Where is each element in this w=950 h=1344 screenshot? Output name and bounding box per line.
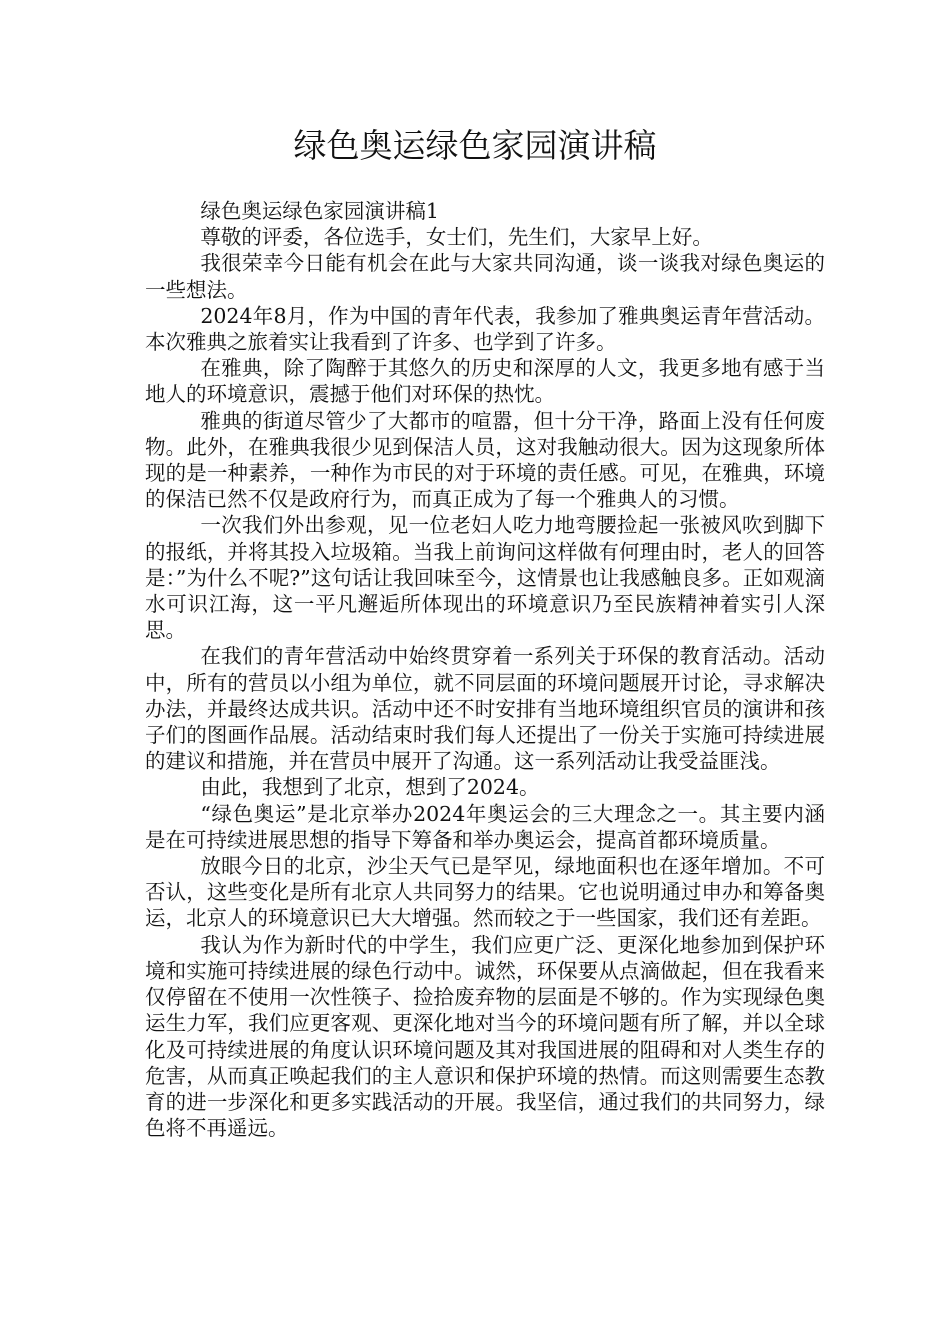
body-paragraph: 一次我们外出参观，见一位老妇人吃力地弯腰捡起一张被风吹到脚下的报纸，并将其投入垃圾箱。当我上前询问这样做有何理由时，老人的回答是：”为什么不呢?”这句话让我回味至今，这情景也让我感触良多。正如观滴水可识江海，这一平凡邂逅所体现出的环境意识乃至民族精神着实引人深思。 [145, 513, 825, 643]
body-paragraph: 由此，我想到了北京，想到了2024。 [200, 775, 540, 800]
greeting-paragraph: 尊敬的评委，各位选手，女士们，先生们，大家早上好。 [200, 225, 713, 250]
document-body [145, 198, 825, 1141]
subtitle-paragraph: 绿色奥运绿色家园演讲稿1 [200, 199, 439, 223]
body-paragraph: 我认为作为新时代的中学生，我们应更广泛、更深化地参加到保护环境和实施可持续进展的绿色行动中。诚然，环保要从点滴做起，但在我看来仅停留在不使用一次性筷子、捡拾废弃物的层面是不够的。作为实现绿色奥运生力军，我们应更客观、更深化地对当今的环境问题有所了解，并以全球化及可持续进展的角度认识环境问题及其对我国进展的阻碍和对人类生存的危害，从而真正唤起我们的主人意识和保护环境的热情。而这则需要生态教育的进一步深化和更多实践活动的开展。我坚信，通过我们的共同努力，绿色将不再遥远。 [145, 932, 825, 1141]
body-paragraph: 在我们的青年营活动中始终贯穿着一系列关于环保的教育活动。活动中，所有的营员以小组为单位，就不同层面的环境问题展开讨论，寻求解决办法，并最终达成共识。活动中还不时安排有当地环境组织官员的演讲和孩子们的图画作品展。活动结束时我们每人还提出了一份关于实施可持续进展的建议和措施，并在营员中展开了沟通。这一系列活动让我受益匪浅。 [145, 644, 825, 774]
body-paragraph: “绿色奥运”是北京举办2024年奥运会的三大理念之一。其主要内涵是在可持续进展思想的指导下筹备和举办奥运会，提高首都环境质量。 [145, 801, 825, 852]
body-paragraph: 在雅典，除了陶醉于其悠久的历史和深厚的人文，我更多地有感于当地人的环境意识，震撼于他们对环保的热忱。 [145, 356, 825, 407]
body-paragraph: 雅典的街道尽管少了大都市的喧嚣，但十分干净，路面上没有任何废物。此外，在雅典我很少见到保洁人员，这对我触动很大。因为这现象所体现的是一种素养，一种作为市民的对于环境的责任感。可见，在雅典，环境的保洁已然不仅是政府行为，而真正成为了每一个雅典人的习惯。 [145, 408, 825, 512]
body-paragraph: 放眼今日的北京，沙尘天气已是罕见，绿地面积也在逐年增加。不可否认，这些变化是所有北京人共同努力的结果。它也说明通过申办和筹备奥运，北京人的环境意识已大大增强。然而较之于一些国家，我们还有差距。 [145, 854, 825, 931]
body-paragraph: 我很荣幸今日能有机会在此与大家共同沟通，谈一谈我对绿色奥运的一些想法。 [145, 251, 825, 302]
document-title: 绿色奥运绿色家园演讲稿 [293, 126, 657, 165]
body-paragraph: 2024年8月，作为中国的青年代表，我参加了雅典奥运青年营活动。本次雅典之旅着实让我看到了许多、也学到了许多。 [145, 303, 825, 355]
